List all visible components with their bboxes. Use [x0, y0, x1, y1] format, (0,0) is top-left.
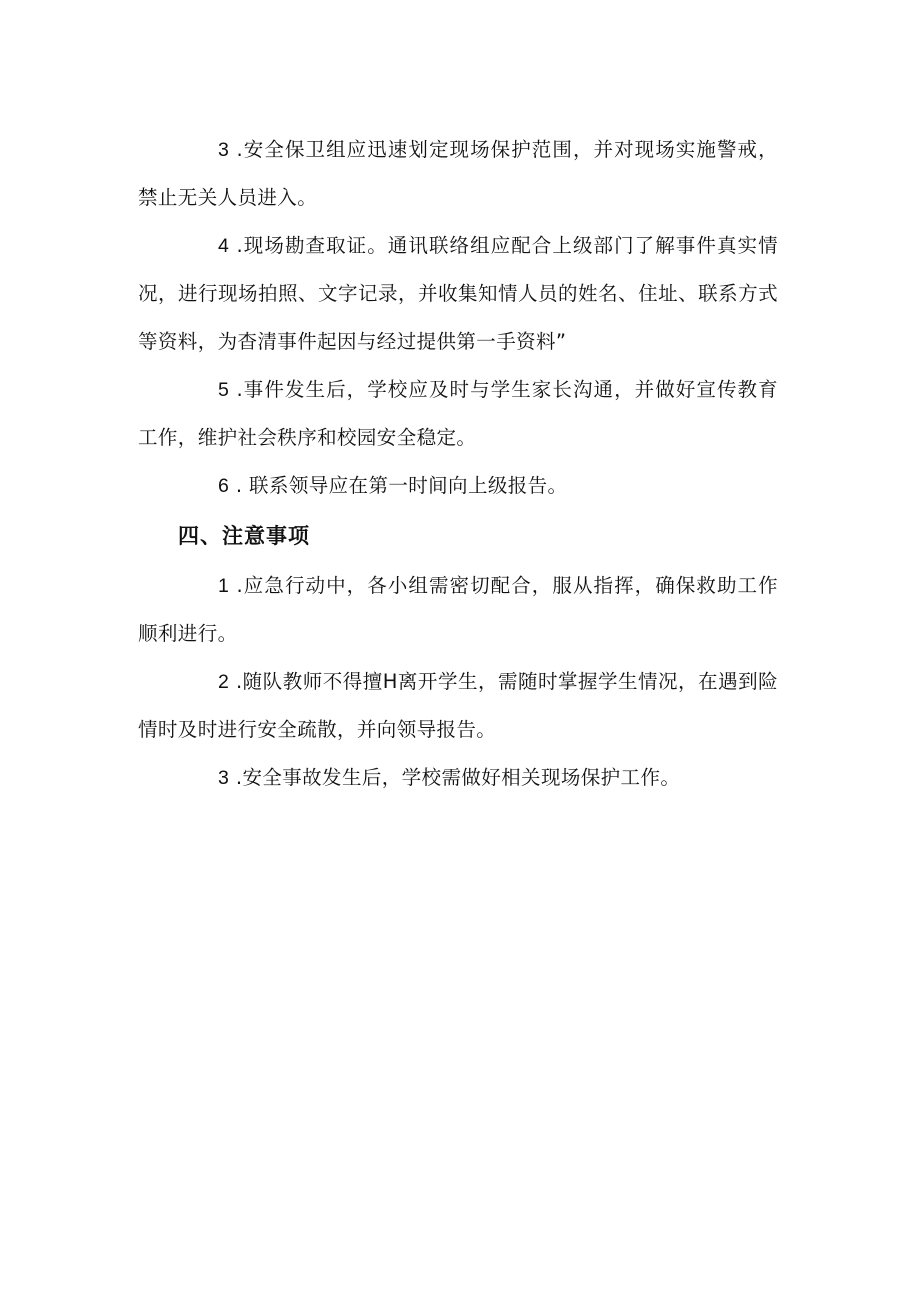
- list-item: [138, 366, 778, 462]
- item-text: .安全保卫组应迅速划定现场保护范围，并对现场实施警戒，禁止无关人员进入。: [138, 138, 778, 209]
- item-number: 5: [218, 379, 230, 401]
- document-body: [138, 126, 778, 802]
- item-number: 1: [218, 575, 230, 597]
- list-item: [138, 754, 778, 802]
- list-item: [138, 562, 778, 658]
- list-item: [138, 222, 778, 366]
- item-text: .安全事故发生后，学校需做好相关现场保护工作。: [235, 766, 681, 789]
- list-item: [138, 126, 778, 222]
- list-item: [138, 658, 778, 754]
- item-number: 2: [218, 671, 230, 693]
- list-item: [138, 462, 778, 510]
- item-number: 4: [218, 235, 230, 257]
- item-text: .随队教师不得擅H离开学生，需随时掌握学生情况，在遇到险情时及时进行安全疏散，并向领导报告。: [138, 670, 778, 741]
- item-text: . 联系领导应在第一时间向上级报告。: [235, 474, 568, 497]
- item-text: .事件发生后，学校应及时与学生家长沟通，并做好宣传教育工作，维护社会秩序和校园安全稳定。: [138, 378, 778, 449]
- item-text: .现场勘查取证。通讯联络组应配合上级部门了解事件真实情况，进行现场拍照、文字记录，并收集知情人员的姓名、住址、联系方式等资料，为杳清事件起因与经过提供第一手资料”: [138, 234, 778, 353]
- section-heading: 四、注意事项: [178, 524, 310, 548]
- item-number: 3: [218, 767, 230, 789]
- item-number: 6: [218, 475, 230, 497]
- item-text: .应急行动中，各小组需密切配合，服从指挥，确保救助工作顺利进行。: [138, 574, 778, 645]
- item-number: 3: [218, 139, 230, 161]
